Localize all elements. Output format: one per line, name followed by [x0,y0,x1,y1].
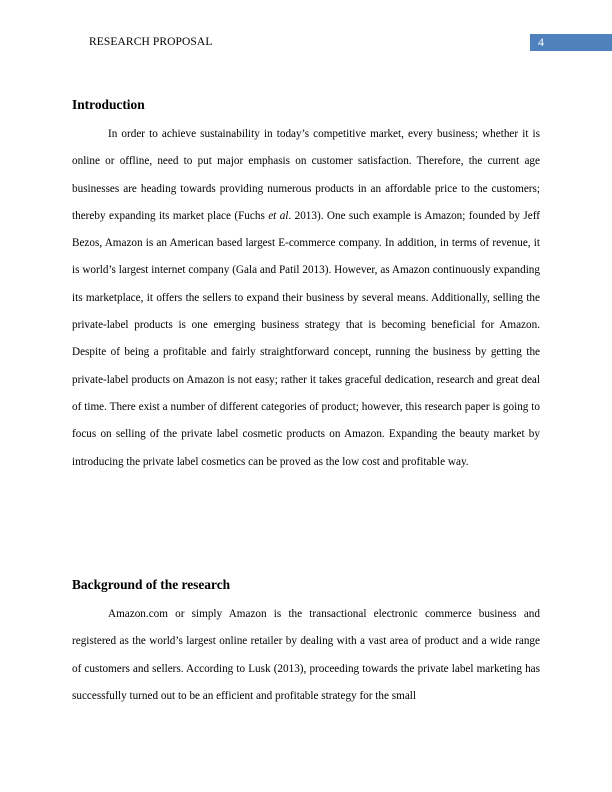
introduction-paragraph [72,121,540,476]
background-heading: Background of the research [72,577,231,592]
running-head: RESEARCH PROPOSAL [89,36,213,48]
page-number: 4 [538,35,544,49]
background-paragraph: Amazon.com or simply Amazon is the transactional electronic commerce business and registered as the world’s largest online retailer by dealing with a vast area of product and a wide range of customers and sellers. According to Lusk (2013), proceeding towards the private label marketing has successfully turned out to be an efficient and profitable strategy for the small [72,608,540,702]
page-number-bar [530,34,612,51]
introduction-text-part-1: In order to achieve sustainability in today’s competitive market, every business; whether it is online or offline, need to put major emphasis on customer satisfaction. Therefore, the current age businesses are heading towards providing numerous products in an affordable price to the customers; thereby expanding its market place (Fuchs [72,128,540,222]
introduction-text-part-2: . 2013). One such example is Amazon; founded by Jeff Bezos, Amazon is an American based largest E-commerce company. In addition, in terms of revenue, it is world’s largest internet company (Gala and Patil 2013). However, as Amazon continuously expanding its marketplace, it offers the sellers to expand their business by several means. Additionally, selling the private-label products is one emerging business strategy that is becoming beneficial for Amazon. Despite of being a profitable and fairly straightforward concept, running the business by getting the private-label products on Amazon is not easy; rather it takes graceful dedication, research and great deal of time. There exist a number of different categories of product; however, this research paper is going to focus on selling of the private label cosmetic products on Amazon. Expanding the beauty market by introducing the private label cosmetics can be proved as the low cost and profitable way. [72,209,540,468]
introduction-heading: Introduction [72,97,145,112]
introduction-citation-italic: et al [268,209,289,222]
